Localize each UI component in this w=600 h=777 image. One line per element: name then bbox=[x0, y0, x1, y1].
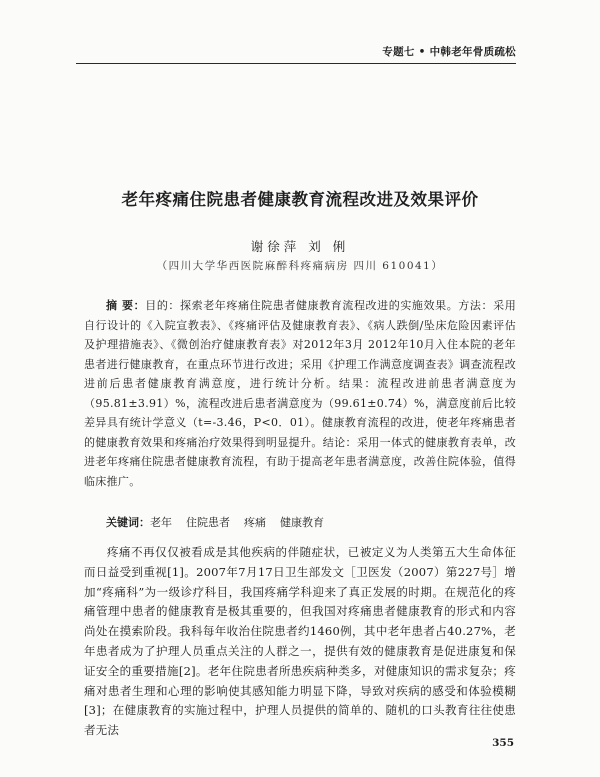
keyword: 老年 bbox=[150, 516, 172, 529]
keywords bbox=[106, 513, 516, 532]
abstract-text: 目的：探索老年疼痛住院患者健康教育流程改进的实施效果。方法：采用自行设计的《入院宣教表》、《疼痛评估及健康教育表》、《病人跌倒/坠床危险因素评估及护理措施表》、《微创治疗健康教育表》对2012年3月 2012年10月入住本院的老年患者进行健康教育，在重点环节进行改进；采用《护理工作满意度调查表》调查流程改进前后患者健康教育满意度，进行统计分析。结果：流程改进前患者满意度为（95.81±3.91）%，流程改进后患者满意度为（99.61±0.74）%，满意度前后比较差异具有统计学意义（t=-3.46，P<0．01）。健康教育流程的改进，使老年疼痛患者的健康教育效果和疼痛治疗效果得到明显提升。结论：采用一体式的健康教育表单，改进老年疼痛住院患者健康教育流程，有助于提高老年患者满意度，改善住院体验，值得临床推广。 bbox=[84, 299, 516, 488]
page-number: 355 bbox=[492, 737, 514, 749]
authors: 谢徐萍 刘 俐 bbox=[250, 239, 350, 254]
keywords-label: 关键词： bbox=[106, 516, 150, 529]
article-title: 老年疼痛住院患者健康教育流程改进及效果评价 bbox=[121, 190, 479, 209]
abstract-label: 摘 要： bbox=[106, 299, 146, 312]
abstract bbox=[84, 296, 516, 491]
running-header: 专题七 • 中韩老年骨质疏松 bbox=[382, 46, 516, 58]
keyword: 健康教育 bbox=[280, 516, 324, 529]
header-rule bbox=[76, 63, 516, 64]
keyword: 住院患者 bbox=[186, 516, 230, 529]
body-paragraph: 疼痛不再仅仅被看成是其他疾病的伴随症状，已被定义为人类第五大生命体征而日益受到重视[1]。2007年7月17日卫生部发文［卫医发（2007）第227号］增加“疼痛科”为一级诊疗科目，我国疼痛学科迎来了真正发展的时期。在规范化的疼痛管理中患者的健康教育是极其重要的，但我国对疼痛患者健康教育的形式和内容尚处在摸索阶段。我科每年收治住院患者约1460例，其中老年患者占40.27%，老年患者成为了护理人员重点关注的人群之一，提供有效的健康教育是促进康复和保证安全的重要措施[2]。老年住院患者所患疾病种类多，对健康知识的需求复杂；疼痛对患者生理和心理的影响使其感知能力明显下降，导致对疾病的感受和体验模糊[3]；在健康教育的实施过程中，护理人员提供的简单的、随机的口头教育往往使患者无法 bbox=[84, 545, 516, 738]
affiliation: （四川大学华西医院麻醉科疼痛病房 四川 610041） bbox=[156, 260, 444, 272]
keyword: 疼痛 bbox=[244, 516, 266, 529]
